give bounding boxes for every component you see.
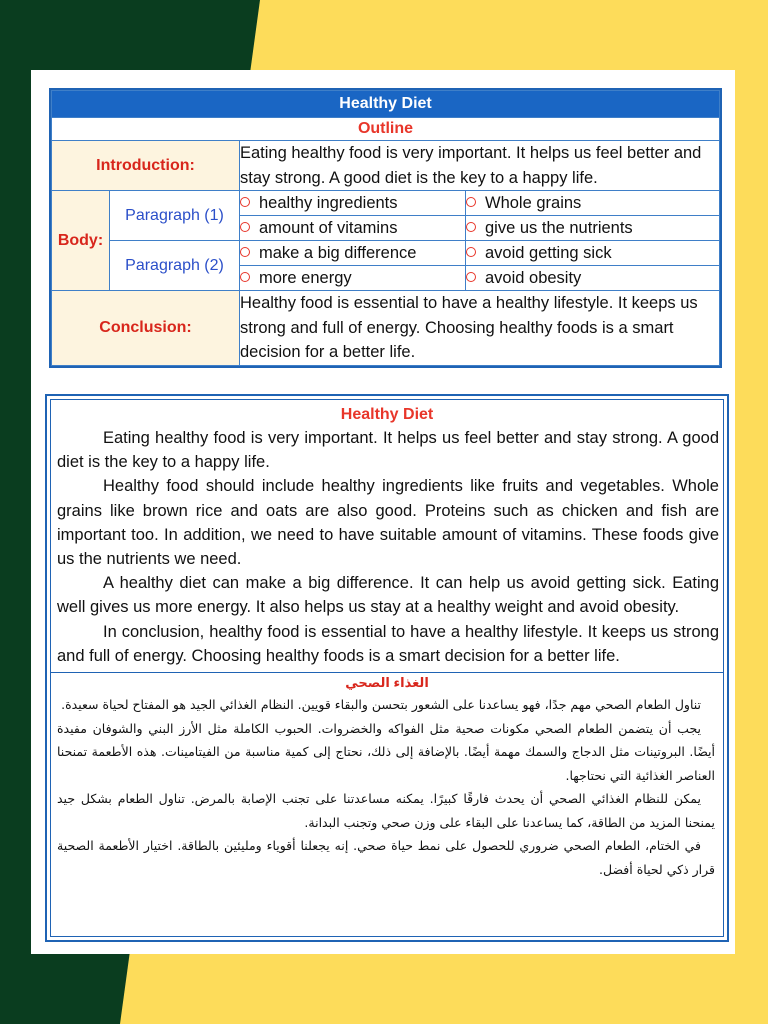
essay-paragraph: A healthy diet can make a big difference. It can help us avoid getting sick. Eating well gives us more energy. It also helps us stay at a healthy weight and avoid obesity. [57,574,719,617]
bullet-circle-icon [466,272,476,282]
list-item: give us the nutrients [466,216,720,241]
bullet-circle-icon [466,197,476,207]
list-item: make a big difference [240,241,466,266]
bullet-circle-icon [240,197,250,207]
conclusion-text: Healthy food is essential to have a healthy lifestyle. It keeps us strong and full of energy. Choosing healthy foods is a smart decision for a better life. [240,291,720,366]
arabic-body [51,693,723,881]
essay-body [51,426,723,668]
conclusion-label: Conclusion: [52,291,240,366]
list-item: avoid obesity [466,266,720,291]
essay-box [45,394,729,942]
list-item: healthy ingredients [240,191,466,216]
essay-paragraph: Healthy food should include healthy ingredients like fruits and vegetables. Whole grains like brown rice and oats are also good. Proteins such as chicken and fish are important too. In addition, we need to have suitable amount of vitamins. These foods give us the nutrients we need. [57,477,719,569]
essay-inner-frame [50,399,724,937]
bullet-circle-icon [240,247,250,257]
arabic-paragraph: في الختام، الطعام الصحي ضروري للحصول على نمط حياة صحي. إنه يجعلنا أقوياء ومليئين بالطاقة. اختيار الأطعمة الصحية قرار ذكي لحياة أفضل. [57,838,715,877]
list-item: more energy [240,266,466,291]
outline-subtitle: Outline [52,118,720,141]
paragraph2-label: Paragraph (2) [110,241,240,291]
bullet-circle-icon [466,247,476,257]
essay-title: Healthy Diet [340,406,434,423]
arabic-paragraph: تناول الطعام الصحي مهم جدًا، فهو يساعدنا على الشعور بتحسن والبقاء قويين. النظام الغذائي الجيد هو المفتاح لحياة سعيدة. [61,697,701,713]
list-item: avoid getting sick [466,241,720,266]
arabic-paragraph: يجب أن يتضمن الطعام الصحي مكونات صحية مثل الفواكه والخضروات. الحبوب الكاملة مثل الأرز البني والشوفان مفيدة أيضًا. البروتينات مثل الدجاج والسمك مهمة أيضًا. بالإضافة إلى ذلك، نحتاج إلى كمية مناسبة من الفيتامينات. هذه الأطعمة تمنحنا العناصر الغذائية التي نحتاجها. [57,720,715,783]
arabic-paragraph: يمكن للنظام الغذائي الصحي أن يحدث فارقًا كبيرًا. يمكنه مساعدتنا على تجنب الإصابة بالمرض. تناول الطعام بشكل جيد يمنحنا المزيد من الطاقة، كما يساعدنا على البقاء على وزن صحي وتجنب البدانة. [57,791,715,830]
outline-table [49,88,722,368]
list-item: Whole grains [466,191,720,216]
bullet-circle-icon [240,272,250,282]
arabic-divider [51,672,723,673]
bullet-circle-icon [466,222,476,232]
body-label: Body: [52,191,110,291]
essay-paragraph: In conclusion, healthy food is essential to have a healthy lifestyle. It keeps us strong and full of energy. Choosing healthy foods is a smart decision for a better life. [57,622,719,665]
outline-title: Healthy Diet [52,91,720,118]
paragraph1-label: Paragraph (1) [110,191,240,241]
introduction-label: Introduction: [52,141,240,191]
essay-paragraph: Eating healthy food is very important. It helps us feel better and stay strong. A good diet is the key to a happy life. [57,429,719,472]
list-item: amount of vitamins [240,216,466,241]
arabic-title: الغذاء الصحي [345,675,429,691]
bullet-circle-icon [240,222,250,232]
introduction-text: Eating healthy food is very important. It helps us feel better and stay strong. A good diet is the key to a happy life. [240,141,720,191]
